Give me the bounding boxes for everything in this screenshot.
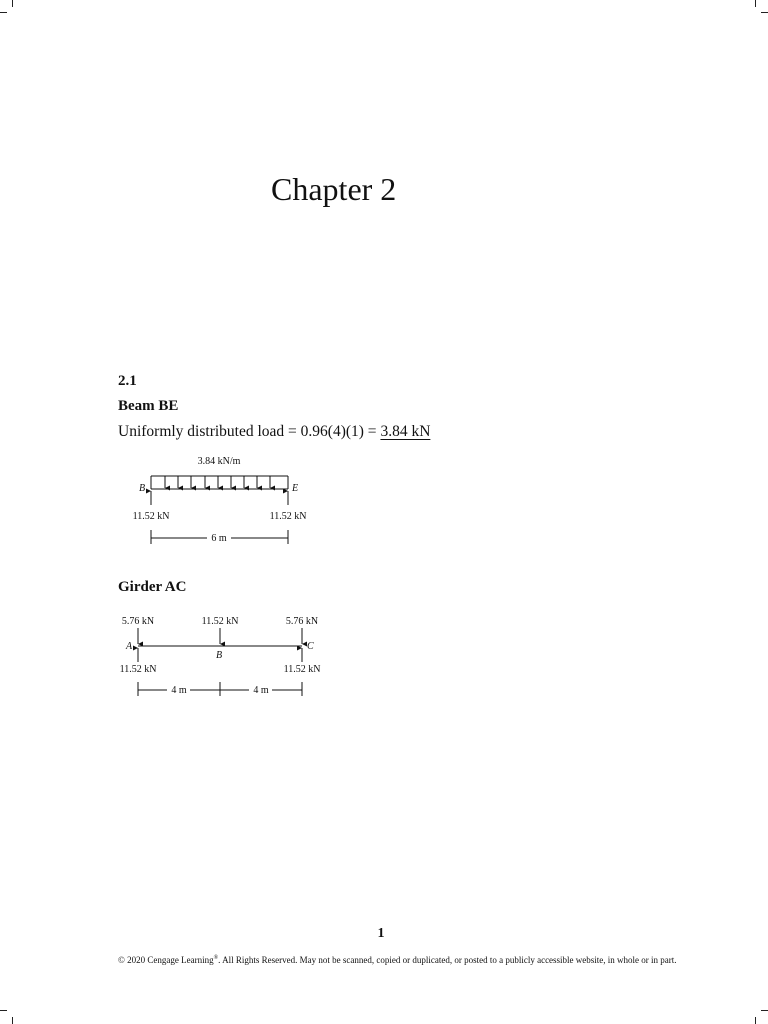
crop-mark-top-right-v xyxy=(755,0,756,7)
point-c-label: C xyxy=(307,641,314,652)
support-e-label: E xyxy=(292,483,299,494)
span-label: 6 m xyxy=(211,533,227,544)
chapter-title: Chapter 2 xyxy=(271,171,397,207)
span-bc-label: 4 m xyxy=(253,685,269,696)
support-b-label: B xyxy=(139,483,146,494)
girder-heading: Girder AC xyxy=(118,579,187,595)
reaction-e-label: 11.52 kN xyxy=(269,511,307,522)
crop-mark-bottom-right-h xyxy=(761,1010,768,1011)
registered-mark: ® xyxy=(213,955,219,961)
load-b-label: 11.52 kN xyxy=(201,616,239,627)
footer-rights: . All Rights Reserved. May not be scanned, copied or duplicated, or posted to a publicly accessible website, in whole or in part. xyxy=(218,955,677,965)
load-label: 3.84 kN/m xyxy=(197,456,241,467)
load-c-label: 5.76 kN xyxy=(285,616,319,627)
crop-mark-top-left-h xyxy=(0,12,7,13)
crop-mark-bottom-right-v xyxy=(755,1017,756,1024)
reaction-c-label: 11.52 kN xyxy=(283,664,321,675)
crop-mark-bottom-left-v xyxy=(12,1017,13,1024)
girder-ac-diagram xyxy=(110,610,330,705)
footer-brand: 2020 Cengage Learning xyxy=(124,955,214,965)
reaction-a-label: 11.52 kN xyxy=(119,664,157,675)
equation-result: 3.84 kN xyxy=(380,423,431,440)
point-b-label: B xyxy=(216,650,223,661)
reaction-b-label: 11.52 kN xyxy=(132,511,170,522)
beam-be-diagram xyxy=(118,450,338,550)
beam-heading: Beam BE xyxy=(118,398,179,414)
page-number: 1 xyxy=(377,926,385,941)
copyright-symbol: © xyxy=(118,955,125,965)
crop-mark-top-left-v xyxy=(12,0,13,7)
crop-mark-top-right-h xyxy=(761,12,768,13)
load-equation xyxy=(118,421,430,443)
point-a-label: A xyxy=(126,641,133,652)
load-a-label: 5.76 kN xyxy=(121,616,155,627)
copyright-footer xyxy=(118,953,678,966)
problem-number: 2.1 xyxy=(118,373,137,389)
distributed-load-arrows xyxy=(165,476,270,488)
equation-text: Uniformly distributed load = 0.96(4)(1) = xyxy=(118,423,381,440)
span-ab-label: 4 m xyxy=(171,685,187,696)
crop-mark-bottom-left-h xyxy=(0,1010,7,1011)
